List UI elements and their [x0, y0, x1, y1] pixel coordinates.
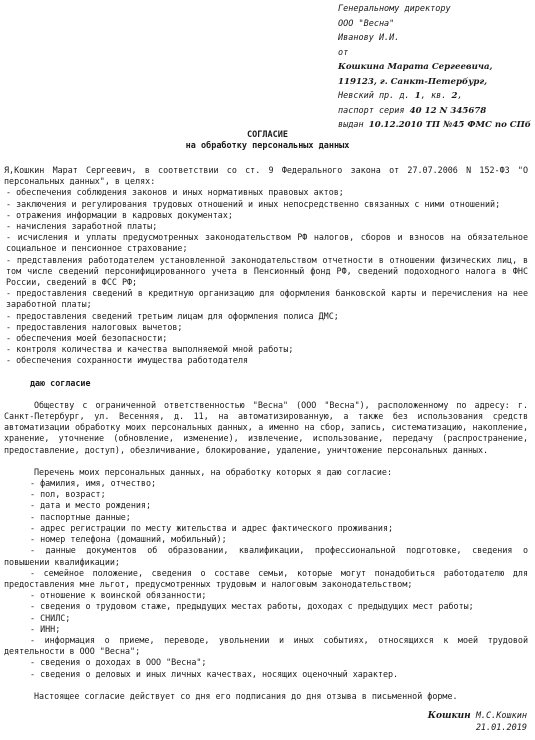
data-list-intro: Перечень моих персональных данных, на обработку которых я даю согласие:	[34, 466, 392, 477]
title-line-2: на обработку персональных данных	[185, 141, 350, 151]
purpose-item: - предоставления налоговых вычетов;	[6, 321, 183, 332]
signature-line	[428, 710, 527, 722]
purpose-item: - представления работодателем установленной законодательством отчетности в отношении физических лиц, в том числе сведений персонифицированного учета в Пенсионный фонд РФ, сведений подоходного налога в ФНС России, сведений в ФСС РФ;	[6, 254, 528, 288]
purpose-item: - предоставления сведений третьим лицам для оформления полиса ДМС;	[6, 310, 339, 321]
purpose-item: - обеспечения соблюдения законов и иных нормативных правовых актов;	[6, 187, 344, 198]
passport-number: 40 12 N 345678	[409, 105, 487, 116]
data-item: - информация о приеме, переводе, увольнении и иных событиях, относящихся к моей трудовой деятельности в ООО "Весна";	[4, 634, 528, 657]
sender-address: 119123, г. Санкт-Петербург,	[338, 76, 488, 87]
street-house: 1	[414, 91, 421, 101]
street-mid: , кв.	[420, 91, 447, 101]
data-item: - данные документов об образовании, квалификации, профессиональной подготовке, сведения о повышении квалификации;	[4, 545, 528, 567]
addressee-block	[338, 2, 533, 133]
data-item: - паспортные данные;	[30, 511, 131, 522]
signature-block	[428, 710, 527, 734]
purpose-item: - обеспечения моей безопасности;	[6, 333, 168, 344]
data-item: - адрес регистрации по месту жительства и адрес фактического проживания;	[30, 522, 394, 533]
street-end: ,	[457, 91, 463, 101]
data-items-list	[4, 478, 528, 680]
data-item: - сведения о трудовом стаже, предыдущих местах работы, доходах с предыдущих мест работы;	[30, 601, 474, 612]
addressee-director: Ивановy И.И.	[338, 33, 400, 43]
purpose-item: - исчисления и уплаты предусмотренных законодательством РФ налогов, сборов и взносов на обязательное социальное и пенсионное страхование;	[6, 232, 528, 254]
data-item: - ИНН;	[30, 623, 61, 634]
issued-label: выдан	[338, 120, 364, 130]
addressee-company: ООО "Весна"	[338, 18, 395, 29]
data-item: - пол, возраст;	[30, 489, 106, 500]
document-body	[4, 165, 528, 702]
document-title	[0, 130, 535, 152]
passport-label: паспорт серия	[338, 105, 405, 116]
issued-by: 10.12.2010 ТП №45 ФМС по СПб	[368, 120, 531, 130]
data-item: - номер телефона (домашний, мобильный);	[30, 534, 227, 545]
purposes-list	[4, 187, 528, 366]
title-line-1: СОГЛАСИЕ	[247, 130, 288, 140]
street-text: Невский пр. д.	[338, 91, 410, 101]
data-item: - сведения о доходах в ООО "Весна";	[30, 657, 207, 668]
signatory-name: М.С.Кошкин	[475, 711, 527, 721]
purpose-item: - начисления заработной платы;	[6, 221, 158, 232]
closing-paragraph: Настоящее согласие действует со дня его подписания до дня отзыва в письменной форме.	[34, 690, 458, 701]
purpose-item: - отражения информации в кадровых документах;	[6, 209, 233, 220]
consent-heading: даю согласие	[30, 377, 91, 388]
purpose-item: - обеспечения сохранности имущества работодателя	[6, 355, 249, 366]
data-item: - СНИЛС;	[30, 612, 71, 623]
data-item: - отношение к воинской обязанности;	[30, 590, 207, 601]
data-item: - семейное положение, сведения о составе семьи, которые могут понадобиться работодателю для предоставления мне льгот, предусмотренных трудовым и налоговым законодательством;	[4, 567, 528, 589]
addressee-title: Генеральному директору	[338, 4, 451, 14]
sender-street	[338, 89, 533, 104]
data-item: - фамилия, имя, отчество;	[30, 478, 157, 489]
from-label: от	[338, 47, 349, 58]
sender-name: Кошкина Марата Сергеевича,	[338, 62, 493, 72]
data-item: - дата и место рождения;	[30, 500, 152, 511]
consent-paragraph: Обществу с ограниченной ответственностью "Весна" (ООО "Весна"), расположенному по адресу: г. Санкт-Петербург, ул. Весенняя, д. 11, на автоматизированную, а также без использования средств автоматизации обработку моих персональных данных, а именно на сбор, запись, систематизацию, накопление, хранение, уточнение (обновление, изменение), извлечение, использование, передачу (распространение, предоставление, доступ), обезличивание, блокирование, удаление, уничтожение персональных данных.	[4, 399, 528, 455]
intro-paragraph: Я,Кошкин Марат Сергеевич, в соответствии со ст. 9 Федерального закона от 27.07.2006 N 152-ФЗ "О персональных данных", в целях:	[4, 165, 528, 187]
purpose-item: - контроля количества и качества выполняемой мной работы;	[6, 344, 294, 355]
handwritten-signature: Кошкин	[427, 711, 471, 721]
data-item: - сведения о деловых и иных личных качествах, носящих оценочный характер.	[30, 668, 399, 679]
purpose-item: - предоставления сведений в кредитную организацию для оформления банковской карты и перечисления на нее заработной платы;	[6, 288, 528, 310]
signature-date: 21.01.2019	[475, 723, 527, 733]
street-flat: 2	[451, 91, 458, 101]
purpose-item: - заключения и регулирования трудовых отношений и иных непосредственно связанных с ними отношений;	[6, 198, 501, 209]
passport-line	[338, 104, 533, 119]
